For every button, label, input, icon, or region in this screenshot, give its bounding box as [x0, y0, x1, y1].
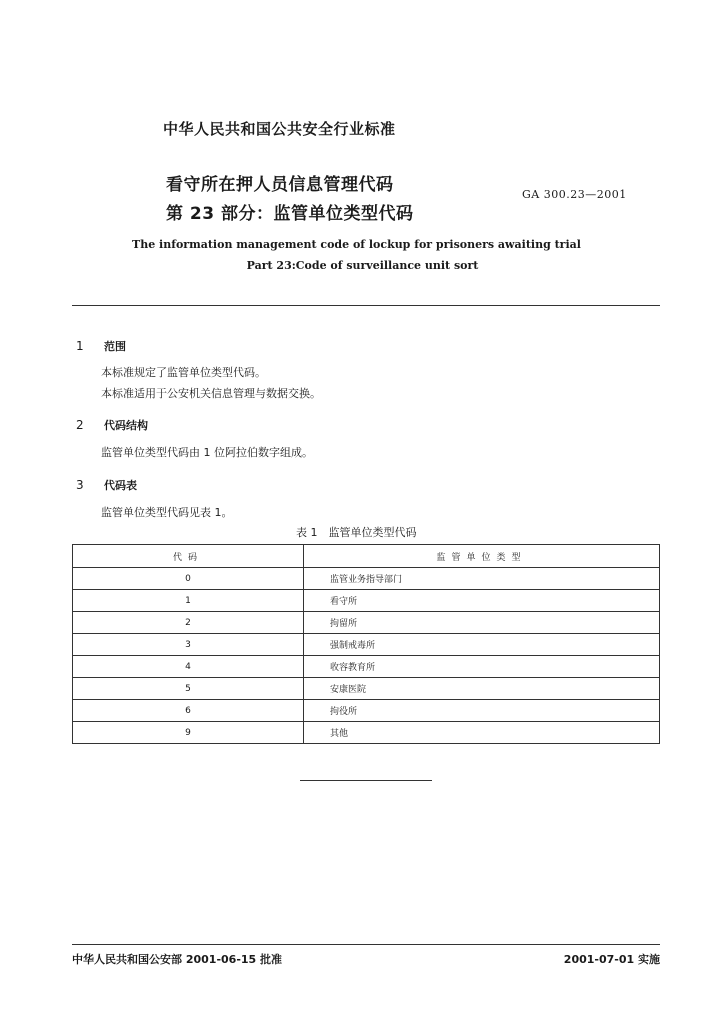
- header-unit-type: 监管单位类型: [304, 545, 660, 568]
- cell-unit-type: 拘役所: [304, 700, 660, 722]
- cell-unit-type: 其他: [304, 722, 660, 744]
- table-row: [73, 568, 660, 590]
- section-paragraph: 监管单位类型代码由 1 位阿拉伯数字组成。: [101, 446, 313, 459]
- table-row: [73, 612, 660, 634]
- table-row: [73, 722, 660, 744]
- section-number: 3: [76, 478, 84, 492]
- section-heading-code-table: [76, 474, 137, 493]
- standard-organization: 中华人民共和国公共安全行业标准: [163, 120, 396, 138]
- section-title: 代码结构: [103, 419, 148, 432]
- section-number: 2: [76, 418, 84, 432]
- cell-unit-type: 安康医院: [304, 678, 660, 700]
- end-divider: [300, 780, 432, 781]
- section-number: 1: [76, 339, 84, 353]
- table-row: [73, 678, 660, 700]
- cell-code: 2: [73, 612, 304, 634]
- section-heading-code-structure: [76, 414, 148, 433]
- cell-code: 9: [73, 722, 304, 744]
- cell-unit-type: 看守所: [304, 590, 660, 612]
- section-heading-scope: [76, 335, 126, 354]
- english-title-line2: Part 23:Code of surveillance unit sort: [246, 259, 479, 272]
- section-title: 代码表: [103, 479, 137, 492]
- header-code: 代码: [73, 545, 304, 568]
- issue-date: 中华人民共和国公安部 2001-06-15 批准: [72, 953, 283, 966]
- table-row: [73, 634, 660, 656]
- cell-unit-type: 监管业务指导部门: [304, 568, 660, 590]
- section-paragraph: 监管单位类型代码见表 1。: [101, 506, 233, 519]
- english-title-line1: The information management code of lockup for prisoners awaiting trial: [132, 238, 581, 251]
- document-title-line2: 第 23 部分：监管单位类型代码: [166, 204, 414, 224]
- table-row: [73, 590, 660, 612]
- cell-code: 6: [73, 700, 304, 722]
- cell-code: 0: [73, 568, 304, 590]
- section-paragraph: 本标准适用于公安机关信息管理与数据交换。: [101, 387, 321, 400]
- header-divider: [72, 305, 660, 306]
- table-header-row: [73, 545, 660, 568]
- cell-unit-type: 收容教育所: [304, 656, 660, 678]
- standard-code: GA 300.23—2001: [522, 188, 627, 201]
- section-paragraph: 本标准规定了监管单位类型代码。: [101, 366, 266, 379]
- cell-code: 3: [73, 634, 304, 656]
- cell-unit-type: 拘留所: [304, 612, 660, 634]
- table-row: [73, 700, 660, 722]
- document-title-line1: 看守所在押人员信息管理代码: [166, 175, 394, 195]
- cell-code: 5: [73, 678, 304, 700]
- code-table: [72, 544, 660, 744]
- cell-code: 1: [73, 590, 304, 612]
- cell-code: 4: [73, 656, 304, 678]
- table-row: [73, 656, 660, 678]
- footer-divider: [72, 944, 660, 945]
- effective-date: 2001-07-01 实施: [563, 953, 660, 966]
- table-caption: 表 1 监管单位类型代码: [296, 526, 417, 539]
- cell-unit-type: 强制戒毒所: [304, 634, 660, 656]
- section-title: 范围: [103, 340, 126, 353]
